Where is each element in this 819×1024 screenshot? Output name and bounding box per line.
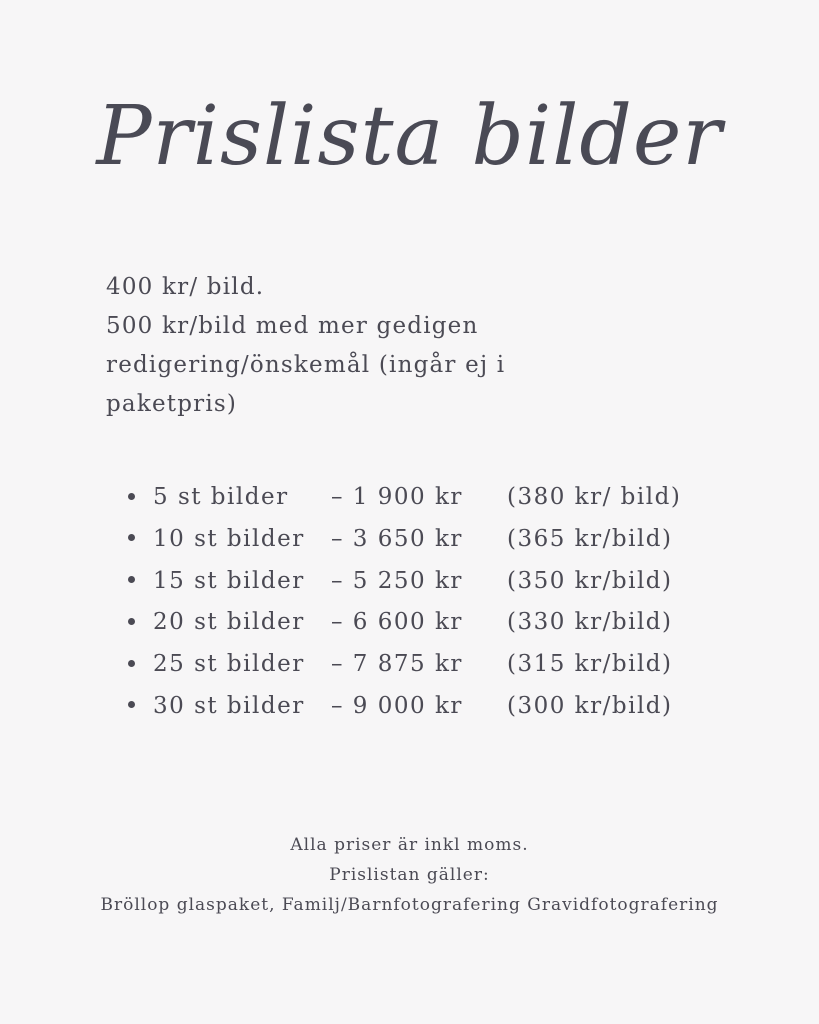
bullet-icon	[128, 660, 135, 667]
package-item	[128, 561, 681, 603]
bullet-icon	[128, 701, 135, 708]
package-price: – 5 250 kr	[331, 567, 463, 594]
package-per-image: (330 kr/bild)	[507, 609, 673, 636]
package-per-image: (300 kr/bild)	[507, 692, 673, 719]
intro-text	[106, 268, 626, 424]
page-title: Prislista bilder	[96, 89, 723, 184]
package-price: – 9 000 kr	[331, 692, 463, 719]
bullet-icon	[128, 493, 135, 500]
intro-line-single-price: 400 kr/ bild.	[106, 274, 265, 300]
package-item	[128, 519, 681, 561]
package-per-image: (350 kr/bild)	[507, 567, 673, 594]
footer-validity-label: Prislistan gäller:	[329, 865, 490, 885]
bullet-icon	[128, 576, 135, 583]
intro-line-premium-price: 500 kr/bild med mer gedigen	[106, 313, 479, 339]
package-quantity: 25 st bilder	[153, 651, 305, 678]
bullet-icon	[128, 534, 135, 541]
package-per-image: (380 kr/ bild)	[507, 484, 682, 510]
package-price: – 1 900 kr	[331, 484, 463, 510]
package-item	[128, 686, 681, 728]
package-price: – 3 650 kr	[331, 525, 463, 552]
package-quantity: 15 st bilder	[153, 567, 305, 594]
intro-line-premium-detail: redigering/önskemål (ingår ej i	[106, 352, 506, 378]
footer-applicable-services: Bröllop glaspaket, Familj/Barnfotografering Gravidfotografering	[100, 895, 719, 915]
intro-line-premium-note: paketpris)	[106, 391, 238, 417]
package-quantity: 10 st bilder	[153, 525, 305, 552]
package-price: – 7 875 kr	[331, 651, 463, 678]
footer-vat-note: Alla priser är inkl moms.	[290, 835, 529, 855]
package-per-image: (315 kr/bild)	[507, 651, 673, 678]
package-quantity: 30 st bilder	[153, 692, 305, 719]
package-item	[128, 477, 681, 519]
footer-notes	[0, 830, 819, 920]
package-item	[128, 644, 681, 686]
package-item	[128, 602, 681, 644]
package-price: – 6 600 kr	[331, 609, 463, 636]
package-quantity: 5 st bilder	[153, 484, 289, 510]
package-quantity: 20 st bilder	[153, 609, 305, 636]
bullet-icon	[128, 618, 135, 625]
package-per-image: (365 kr/bild)	[507, 525, 673, 552]
package-list	[128, 477, 681, 728]
